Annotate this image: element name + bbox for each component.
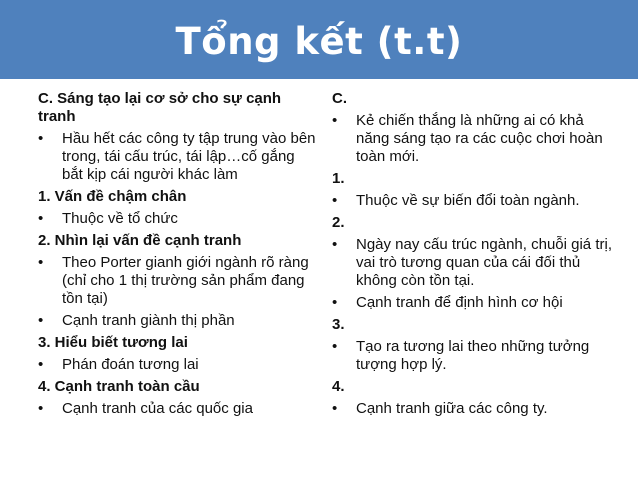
section-heading: 2. Nhìn lại vấn đề cạnh tranh (38, 232, 242, 249)
bullet-item (332, 400, 614, 418)
bullet-icon: • (332, 400, 338, 417)
bullet-text: Cạnh tranh giữa các công ty. (356, 400, 548, 417)
bullet-item (38, 356, 316, 374)
title-bar (0, 0, 638, 79)
section-heading: C. Sáng tạo lại cơ sở cho sự cạnh tranh (38, 90, 282, 125)
section-heading: 2. (332, 214, 345, 231)
bullet-text: Tạo ra tương lai theo những tưởng tượng hợp lý. (356, 338, 590, 373)
bullet-text: Cạnh tranh để định hình cơ hội (356, 294, 563, 311)
bullet-item (332, 112, 614, 166)
section-heading: 1. Vấn đề chậm chân (38, 188, 187, 205)
bullet-icon: • (332, 236, 338, 253)
bullet-icon: • (38, 254, 44, 271)
slide-title: Tổng kết (t.t) (175, 20, 463, 63)
bullet-text: Ngày nay cấu trúc ngành, chuỗi giá trị, vai trò tương quan của cái đối thủ không còn tồn tại. (356, 236, 612, 289)
bullet-item (332, 294, 614, 312)
bullet-text: Thuộc về sự biến đổi toàn ngành. (356, 192, 580, 209)
bullet-icon: • (38, 130, 44, 147)
section-heading: 1. (332, 170, 345, 187)
section-heading: 3. Hiểu biết tương lai (38, 334, 188, 351)
bullet-icon: • (332, 112, 338, 129)
section-heading: 4. Cạnh tranh toàn cầu (38, 378, 200, 395)
bullet-item (38, 210, 316, 228)
bullet-text: Theo Porter gianh giới ngành rõ ràng (chỉ cho 1 thị trường sản phẩm đang tồn tại) (62, 254, 309, 307)
bullet-icon: • (332, 192, 338, 209)
bullet-item (38, 130, 316, 184)
bullet-icon: • (332, 338, 338, 355)
bullet-text: Cạnh tranh giành thị phần (62, 312, 235, 329)
bullet-item (332, 236, 614, 290)
bullet-item (332, 192, 614, 210)
bullet-text: Hầu hết các công ty tập trung vào bên trong, tái cấu trúc, tái lập…cố gắng bắt kịp cái người khác làm (62, 130, 316, 183)
bullet-icon: • (38, 312, 44, 329)
left-column (38, 90, 316, 422)
section-heading: 4. (332, 378, 345, 395)
bullet-text: Kẻ chiến thắng là những ai có khả năng sáng tạo ra các cuộc chơi hoàn toàn mới. (356, 112, 603, 165)
bullet-item (38, 312, 316, 330)
section-heading: C. (332, 90, 347, 107)
section-heading: 3. (332, 316, 345, 333)
bullet-item (38, 400, 316, 418)
bullet-text: Phán đoán tương lai (62, 356, 199, 373)
bullet-text: Cạnh tranh của các quốc gia (62, 400, 253, 417)
bullet-icon: • (38, 400, 44, 417)
bullet-icon: • (38, 210, 44, 227)
bullet-item (332, 338, 614, 374)
bullet-text: Thuộc về tổ chức (62, 210, 178, 227)
bullet-icon: • (332, 294, 338, 311)
right-column (332, 90, 614, 422)
bullet-item (38, 254, 316, 308)
bullet-icon: • (38, 356, 44, 373)
